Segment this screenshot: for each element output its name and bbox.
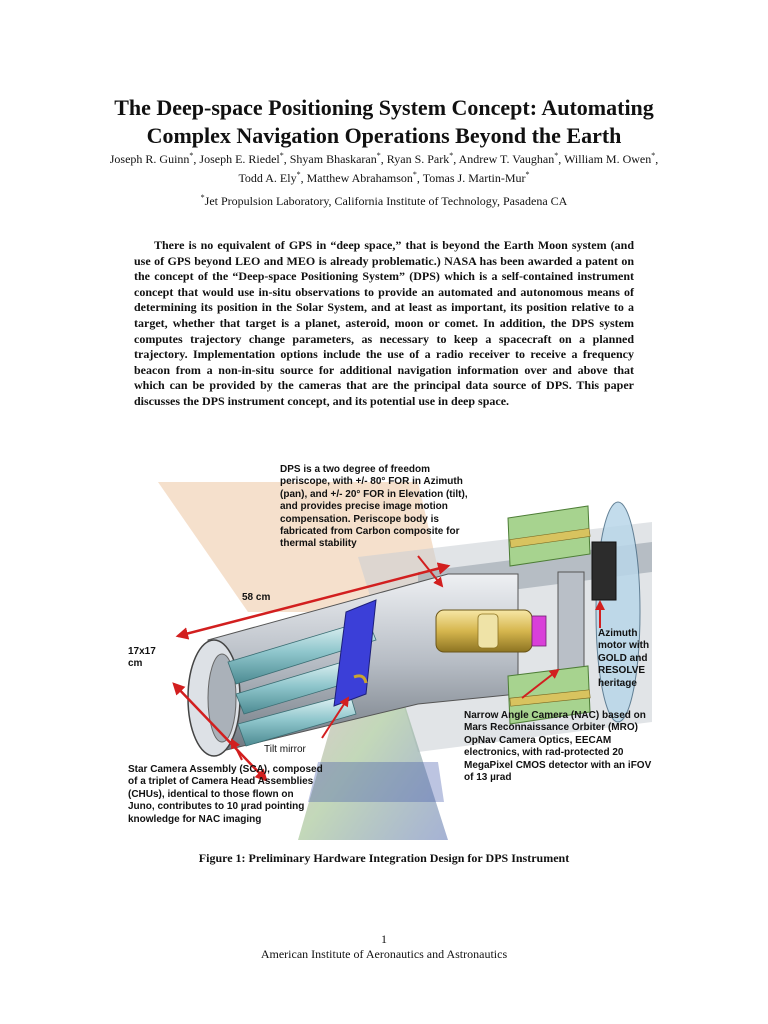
callout-line: 58 cm — [242, 592, 271, 603]
author-mark: * — [554, 151, 559, 160]
author-name: Matthew Abrahamson — [306, 171, 413, 185]
author-name: Ryan S. Park — [386, 152, 450, 166]
title-line-1: The Deep-space Positioning System Concept: Automating — [114, 95, 654, 120]
author-separator: , — [558, 152, 565, 166]
callout-line: electronics, with rad-protected 20 — [464, 747, 624, 759]
abstract: There is no equivalent of GPS in “deep space,” that is beyond the Earth Moon system (and use of GPS beyond LEO and MEO is already problematic.) NASA has been awarded a patent on the concept of the “Deep-space Positioning System” (DPS) which is a self-contained instrument concept that would use in-situ observations to provide an automated and autonomous means of determining its position in the Solar System, and at least as important, its position relative to a target, whether that target is a planet, asteroid, moon or comet. In addition, the DPS system computes trajectory change parameters, as necessary to keep a spacecraft on a planned trajectory. Implementation options include the use of a radio receiver to receive a frequency beacon from a non-in-situ source for additional navigation information over and above that which can be provided by the cameras that are the principal data source of DPS. This paper discusses the DPS instrument concept, and its potential use in deep space. — [134, 238, 634, 408]
author-mark: * — [279, 151, 284, 160]
author-mark: * — [449, 151, 454, 160]
author-separator: , — [283, 152, 290, 166]
callout-line: knowledge for NAC imaging — [128, 813, 262, 825]
callout-line: fabricated from Carbon composite for — [280, 526, 460, 538]
author-mark: * — [189, 151, 194, 160]
author-separator: , — [300, 171, 307, 185]
callout-section — [128, 646, 156, 671]
callout-length — [242, 592, 270, 604]
author-mark: * — [412, 170, 417, 179]
callout-azimuth — [598, 628, 652, 690]
author-separator: , — [416, 171, 423, 185]
callout-line: of a triplet of Camera Head Assemblies — [128, 776, 314, 788]
callout-line: 17x17 — [128, 646, 156, 657]
author-separator: , — [655, 152, 659, 166]
footer-organization: American Institute of Aeronautics and Astronautics — [260, 947, 508, 961]
callout-line: Juno, contributes to 10 µrad pointing — [128, 801, 305, 813]
callout-line: periscope, with +/- 80° FOR in Azimuth — [280, 476, 463, 488]
author-name: Shyam Bhaskaran — [289, 152, 377, 166]
author-name: Tomas J. Martin-Mur — [422, 171, 526, 185]
callout-sca — [128, 764, 356, 826]
callout-line: and provides precise image motion — [280, 501, 448, 513]
callout-line: MegaPixel CMOS detector with an iFOV — [464, 759, 652, 771]
callout-line: Tilt mirror — [264, 744, 306, 755]
affiliation — [60, 193, 708, 209]
author-name: Joseph R. Guinn — [109, 152, 190, 166]
author-line-2 — [60, 167, 708, 186]
title-line-2: Complex Navigation Operations Beyond the Earth — [146, 123, 622, 148]
author-separator: , — [380, 152, 387, 166]
callout-line: RESOLVE — [598, 665, 646, 677]
author-mark: * — [651, 151, 656, 160]
callout-line: DPS is a two degree of freedom — [280, 464, 431, 475]
callout-line: GOLD and — [598, 652, 648, 664]
page-number: 1 — [381, 932, 387, 946]
author-mark: * — [296, 170, 301, 179]
callout-line: Mars Reconnaissance Orbiter (MRO) — [464, 722, 638, 734]
affiliation-mark: * — [200, 193, 205, 202]
affiliation-text: Jet Propulsion Laboratory, California Institute of Technology, Pasadena CA — [204, 194, 568, 208]
nac-electronics — [558, 572, 584, 670]
callout-line: motor with — [598, 640, 650, 652]
callout-line: OpNav Camera Optics, EECAM — [464, 734, 612, 746]
callout-line: cm — [128, 658, 143, 670]
callout-line: Star Camera Assembly (SCA), composed — [128, 764, 323, 775]
figure-caption: Figure 1: Preliminary Hardware Integration Design for DPS Instrument — [198, 851, 570, 865]
callout-line: heritage — [598, 677, 637, 689]
callout-line: Azimuth — [598, 628, 638, 639]
figure-1 — [118, 462, 652, 840]
author-name: Joseph E. Riedel — [199, 152, 280, 166]
callout-periscope — [280, 464, 510, 551]
callout-line: Narrow Angle Camera (NAC) based on — [464, 710, 646, 721]
author-separator: , — [193, 152, 200, 166]
nac-lens-element — [478, 614, 498, 648]
nac-detector — [532, 616, 546, 646]
author-mark: * — [525, 170, 530, 179]
author-name: William M. Owen — [564, 152, 652, 166]
callout-line: (CHUs), identical to those flown on — [128, 788, 294, 800]
author-separator: , — [453, 152, 459, 166]
callout-line: compensation. Periscope body is — [280, 513, 439, 525]
author-name: Andrew T. Vaughan — [458, 152, 555, 166]
callout-line: thermal stability — [280, 538, 357, 550]
callout-tilt-mirror — [264, 744, 306, 756]
azimuth-motor-block — [592, 542, 616, 600]
callout-nac — [464, 710, 652, 784]
paper-title — [60, 94, 708, 150]
callout-line: (pan), and +/- 20° FOR in Elevation (tilt), — [280, 488, 468, 500]
author-mark: * — [376, 151, 381, 160]
author-name: Todd A. Ely — [238, 171, 297, 185]
author-list — [60, 148, 708, 186]
callout-line: of 13 µrad — [464, 772, 512, 784]
author-line-1 — [60, 148, 708, 167]
